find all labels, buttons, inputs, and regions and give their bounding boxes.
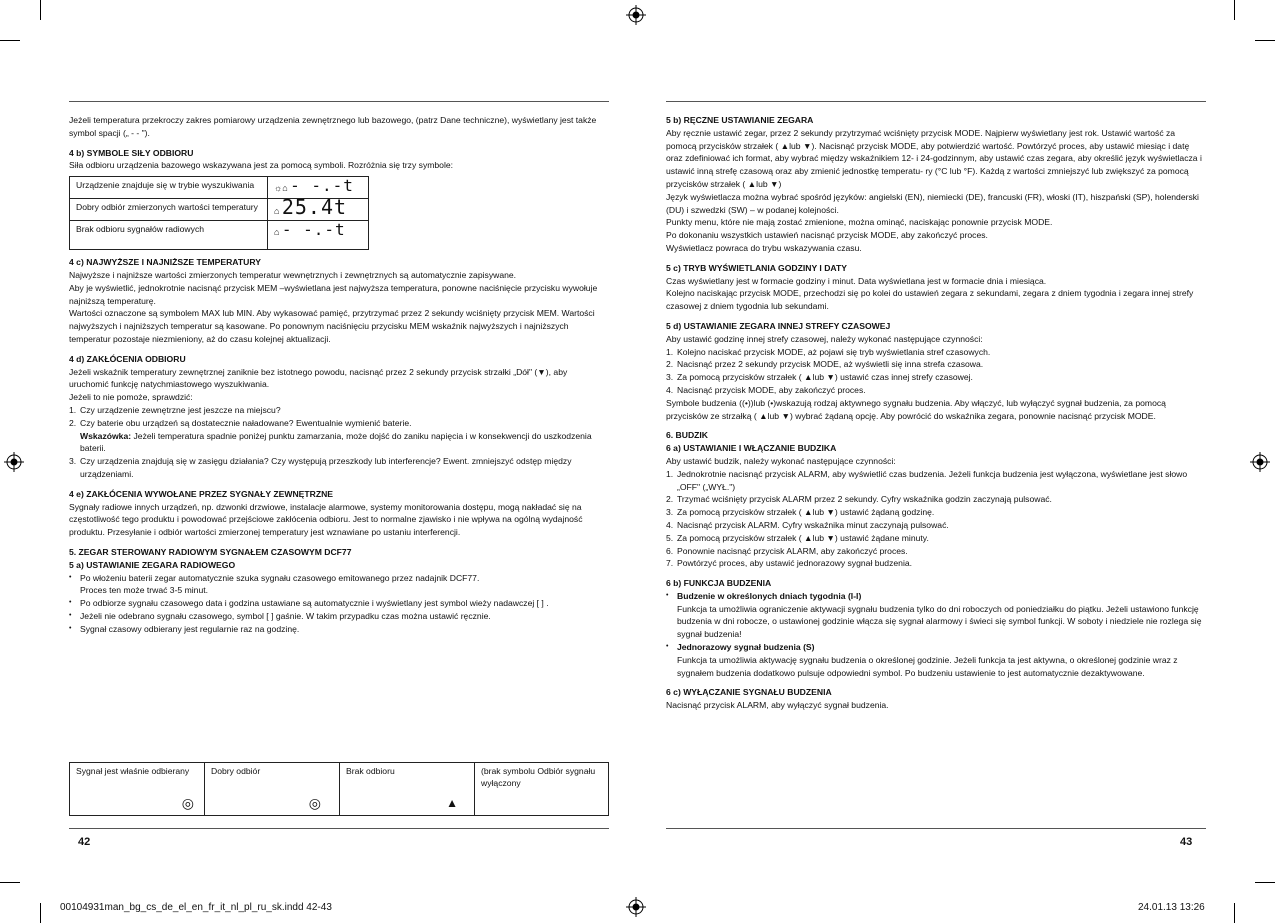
section-4c-p2: Aby je wyświetlić, jednokrotnie nacisnąć przycisk MEM –wyświetlana jest najwyższa temperatura, ponowne naciśnięcie przycisku wywołuje najniższą temperaturę.	[69, 282, 598, 306]
section-5c-p1: Czas wyświetlany jest w formacie godziny i minut. Data wyświetlana jest w formacie dnia i miesiąca.	[666, 275, 1047, 286]
page-number-left: 42	[78, 836, 91, 848]
section-4c-p1: Najwyższe i najniższe wartości zmierzonych temperatur wewnętrznych i zewnętrznych są automatycznie zapisywane.	[69, 269, 517, 280]
list-item: 3. Za pomocą przycisków strzałek ( ▲lub ▼) ustawić czas innej strefy czasowej.	[666, 372, 973, 383]
table-cell: Urządzenie znajduje się w trybie wyszukiwania	[70, 177, 268, 199]
list-item: • Budzenie w określonych dniach tygodnia (I-I) Funkcja ta umożliwia ograniczenie aktywacji sygnału budzenia tylko do dni roboczych od poniedziałku do piątku. Jeżeli ustawiono funkcję budzenia w dni robocze, o ustawionej godzinie włącza się sygnał alarmowy i świeci się symbol funkcji. W soboty i niedziele nie rozlega się sygnał budzenia!	[666, 590, 1202, 640]
section-5-title: 5. ZEGAR STEROWANY RADIOWYM SYGNAŁEM CZASOWYM DCF77	[69, 546, 352, 557]
table-cell	[268, 221, 369, 250]
section-6a-title: 6 a) USTAWIANIE I WŁĄCZANIE BUDZIKA	[666, 443, 837, 454]
list-item: • Po włożeniu baterii zegar automatycznie szuka sygnału czasowego emitowanego przez nadajnik DCF77. Proces ten może trwać 3-5 minut.	[69, 572, 480, 596]
list-item: • Sygnał czasowy odbierany jest regularnie raz na godzinę.	[69, 623, 300, 634]
section-5b-line: Aby ręcznie ustawić zegar, przez 2 sekundy przytrzymać wciśnięty przycisk MODE. Najpierw wyświetlany jest rok. Ustawić wartość za pomocą przycisków strzałek ( ▲lub ▼). Nacisnąć przycisk MODE, aby potwierdzić wartość. Powtórzyć proces, aby ustawić miesiąc i datę oraz zdefiniować ich format, aby wybrać między wskaźnikiem 12- i 24-godzinnym, aby ustawić czas zegara, aby określić język wyświetlacza i ustawić inną strefę czasową oraz aby zmienić jednostkę temperatu- ry (°C lub °F). Każdą z wartości zmniejszyć lub zwiększyć za pomocą przycisków strzałek ( ▲lub ▼)	[666, 127, 1202, 189]
section-6a-intro: Aby ustawić budzik, należy wykonać następujące czynności:	[666, 455, 896, 466]
section-5b-line: Po dokonaniu wszystkich ustawień nacisnąć przycisk MODE, aby zakończyć proces.	[666, 230, 988, 241]
lcd-display: - -.-t	[290, 176, 354, 196]
table-cell: Sygnał jest właśnie odbierany ◎	[70, 763, 205, 816]
table-cell: Dobry odbiór zmierzonych wartości temperatury	[70, 198, 268, 221]
section-4c-title: 4 c) NAJWYŻSZE I NAJNIŻSZE TEMPERATURY	[69, 257, 261, 268]
section-4d-p2: Jeżeli to nie pomoże, sprawdzić:	[69, 392, 193, 403]
hint-text: Jeżeli temperatura spadnie poniżej punktu zamarzania, może dojść do zaniku napięcia i w konsekwencji do uszkodzenia baterii.	[80, 430, 592, 454]
right-page	[666, 114, 1206, 712]
lcd-display: 25.4t	[281, 194, 348, 219]
steps-list	[666, 346, 1206, 397]
section-6c-text: Nacisnąć przycisk ALARM, aby wyłączyć sygnał budzenia.	[666, 700, 889, 711]
section-4d-title: 4 d) ZAKŁÓCENIA ODBIORU	[69, 353, 186, 364]
section-5b-line: Punkty menu, które nie mają zostać zmienione, można ominąć, naciskając ponownie przycisk MODE.	[666, 217, 1053, 228]
footer-filename: 00104931man_bg_cs_de_el_en_fr_it_nl_pl_ru_sk.indd 42-43	[60, 902, 332, 913]
section-4b-text: Siła odbioru urządzenia bazowego wskazywana jest za pomocą symboli. Rozróżnia się trzy symbole:	[69, 160, 454, 171]
section-4e-title: 4 e) ZAKŁÓCENIA WYWOŁANE PRZEZ SYGNAŁY ZEWNĘTRZNE	[69, 488, 334, 499]
registration-mark-icon	[4, 452, 24, 472]
lcd-display: - -.-t	[281, 220, 346, 240]
alarm-steps-list	[666, 468, 1206, 570]
signal-status-table	[69, 762, 609, 816]
list-item: 2. Czy baterie obu urządzeń są dostatecznie naładowane? Ewentualnie wymienić baterie. Wskazówka: Jeżeli temperatura spadnie poniżej punktu zamarzania, może dojść do zaniku napięcia i w konsekwencji do uszkodzenia baterii.	[69, 417, 592, 454]
checklist	[69, 404, 609, 481]
footer-date: 24.01.13 13:26	[1138, 902, 1205, 913]
table-cell	[268, 194, 369, 221]
left-page	[69, 114, 609, 636]
table-cell: (brak symbolu Odbiór sygnału wyłączony	[475, 763, 609, 816]
intro-text: Jeżeli temperatura przekroczy zakres pomiarowy urządzenia zewnętrznego lub bazowego, (patrz Dane techniczne), wyświetlany jest także symbol spacji („ - - ").	[69, 115, 597, 138]
section-5d-title: 5 d) USTAWIANIE ZEGARA INNEJ STREFY CZASOWEJ	[666, 320, 891, 331]
list-item: • Jeżeli nie odebrano sygnału czasowego, symbol [ ] gaśnie. W takim przypadku czas można ustawić ręcznie.	[69, 610, 491, 621]
alarm-function-list	[666, 590, 1206, 680]
section-5b-title: 5 b) RĘCZNE USTAWIANIE ZEGARA	[666, 115, 814, 125]
registration-mark-icon	[1250, 452, 1270, 472]
section-4b-title: 4 b) SYMBOLE SIŁY ODBIORU	[69, 147, 194, 158]
good-reception-icon: ⌂	[274, 205, 280, 216]
page-number-right: 43	[1180, 836, 1193, 848]
list-item: 4. Nacisnąć przycisk MODE, aby zakończyć proces.	[666, 384, 866, 395]
list-item: 3. Czy urządzenia znajdują się w zasięgu działania? Czy występują przeszkody lub interferencje? Ewent. zmniejszyć odstęp między urządzeniami.	[69, 456, 572, 479]
list-item: 2. Nacisnąć przez 2 sekundy przycisk MODE, aż wyświetli się inna strefa czasowa.	[666, 359, 984, 370]
section-5c-title: 5 c) TRYB WYŚWIETLANIA GODZINY I DATY	[666, 262, 847, 273]
tower-receiving-icon: ◎	[181, 794, 194, 811]
list-item: 7. Powtórzyć proces, aby ustawić jednorazowy sygnał budzenia.	[666, 558, 913, 569]
section-5b-line: Język wyświetlacza można wybrać spośród języków: angielski (EN), niemiecki (DE), francuski (FR), włoski (IT), hiszpański (SP), holenderski (DU) i szwedzki (SW) – w podanej kolejności.	[666, 191, 1199, 215]
section-4e-text: Sygnały radiowe innych urządzeń, np. dzwonki drzwiowe, instalacje alarmowe, systemy monitorowania dostępu, mogą nakładać się na częstotliwość tego produktu i powodować przejściowe zakłócenia odbioru. Jest to normalne zjawisko i nie wpływa na ogólną wydajność produktu. Przesyłanie i odbiór wartości zmierzonej temperatury jest wznawiane po ustaniu interferencji.	[69, 501, 583, 538]
list-item: 3. Za pomocą przycisków strzałek ( ▲lub ▼) ustawić żądaną godzinę.	[666, 507, 935, 518]
list-item: 6. Ponownie nacisnąć przycisk ALARM, aby zakończyć proces.	[666, 545, 908, 556]
tower-good-icon: ◎	[308, 794, 321, 811]
hint-label: Wskazówka:	[80, 430, 132, 441]
section-6b-title: 6 b) FUNKCJA BUDZENIA	[666, 578, 772, 589]
section-5a-title: 5 a) USTAWIANIE ZEGARA RADIOWEGO	[69, 559, 236, 570]
list-item: 2. Trzymać wciśnięty przycisk ALARM przez 2 sekundy. Cyfry wskaźnika godzin zaczynają pulsować.	[666, 494, 1052, 505]
list-item: 1. Kolejno naciskać przycisk MODE, aż pojawi się tryb wyświetlania stref czasowych.	[666, 346, 991, 357]
no-reception-icon: ⌂	[274, 227, 280, 238]
section-4c-p3: Wartości oznaczone są symbolem MAX lub MIN. Aby wykasować pamięć, przytrzymać przez 2 sekundy wciśnięty przycisk MEM. Wartości najwyższych i najniższych temperatur są kasowane. Po ponownym naciśnięciu przycisku MEM wskaźnik najwyższych i najniższych temperatur pozostaje niezmieniony, aż do czasu kolejnej aktualizacji.	[69, 308, 595, 344]
section-5d-outro: Symbole budzenia ((•))lub (•)wskazują rodzaj aktywnego sygnału budzenia. Aby włączyć, lub wyłączyć sygnał budzenia, za pomocą przycisków ze strzałką ( ▲lub ▼) wybrać żądaną opcję. Aby powrócić do wskaźnika zegara, ponownie nacisnąć przycisk MODE.	[666, 397, 1166, 421]
searching-antenna-icon: ☼⌂	[274, 183, 288, 194]
list-item: 5. Za pomocą przycisków strzałek ( ▲lub ▼) ustawić żądane minuty.	[666, 532, 929, 543]
reception-symbols-table	[69, 176, 369, 250]
registration-mark-icon	[626, 897, 646, 917]
section-5c-p2: Kolejno naciskając przycisk MODE, przechodzi się po kolei do ustawień zegara z sekundami, zegara z dniem tygodnia i zegara innej strefy czasowej z dniem tygodnia lub sekundami.	[666, 288, 1194, 312]
section-4d-p1: Jeżeli wskaźnik temperatury zewnętrznej zaniknie bez istotnego powodu, nacisnąć przez 2 sekundy przycisk strzałki „Dół" (▼), aby uruchomić funkcję natychmiastowego wyszukiwania.	[69, 366, 568, 390]
list-item: 1. Jednokrotnie nacisnąć przycisk ALARM, aby wyświetlić czas budzenia. Jeżeli funkcja budzenia jest wyłączona, wyświetlane jest słowo „OFF" („WYŁ.")	[666, 468, 1188, 492]
tower-none-icon: ▲	[446, 795, 458, 810]
table-cell: Brak odbioru ▲	[340, 763, 475, 816]
bullet-list	[69, 572, 609, 636]
section-5d-intro: Aby ustawić godzinę innej strefy czasowej, należy wykonać następujące czynności:	[666, 333, 983, 344]
registration-mark-icon	[626, 5, 646, 25]
list-item: 1. Czy urządzenie zewnętrzne jest jeszcze na miejscu?	[69, 404, 281, 415]
list-item: • Po odbiorze sygnału czasowego data i godzina ustawiane są automatycznie i wyświetlany jest symbol wieży nadawczej [ ] .	[69, 598, 549, 609]
table-cell: Dobry odbiór ◎	[205, 763, 340, 816]
table-cell: Brak odbioru sygnałów radiowych	[70, 221, 268, 250]
list-item: 4. Nacisnąć przycisk ALARM. Cyfry wskaźnika minut zaczynają pulsować.	[666, 519, 949, 530]
section-5b-line: Wyświetlacz powraca do trybu wskazywania czasu.	[666, 242, 862, 253]
section-6-title: 6. BUDZIK	[666, 430, 709, 441]
section-6c-title: 6 c) WYŁĄCZANIE SYGNAŁU BUDZENIA	[666, 687, 832, 698]
list-item: • Jednorazowy sygnał budzenia (S) Funkcja ta umożliwia aktywację sygnału budzenia o określonej godzinie. Jeżeli funkcja ta jest aktywna, o określonej godzinie wraz z sygnałem budzenia dodatkowo pulsuje odpowiedni symbol. Po budzeniu ustawienie to jest automatycznie dezaktywowane.	[666, 642, 1178, 678]
